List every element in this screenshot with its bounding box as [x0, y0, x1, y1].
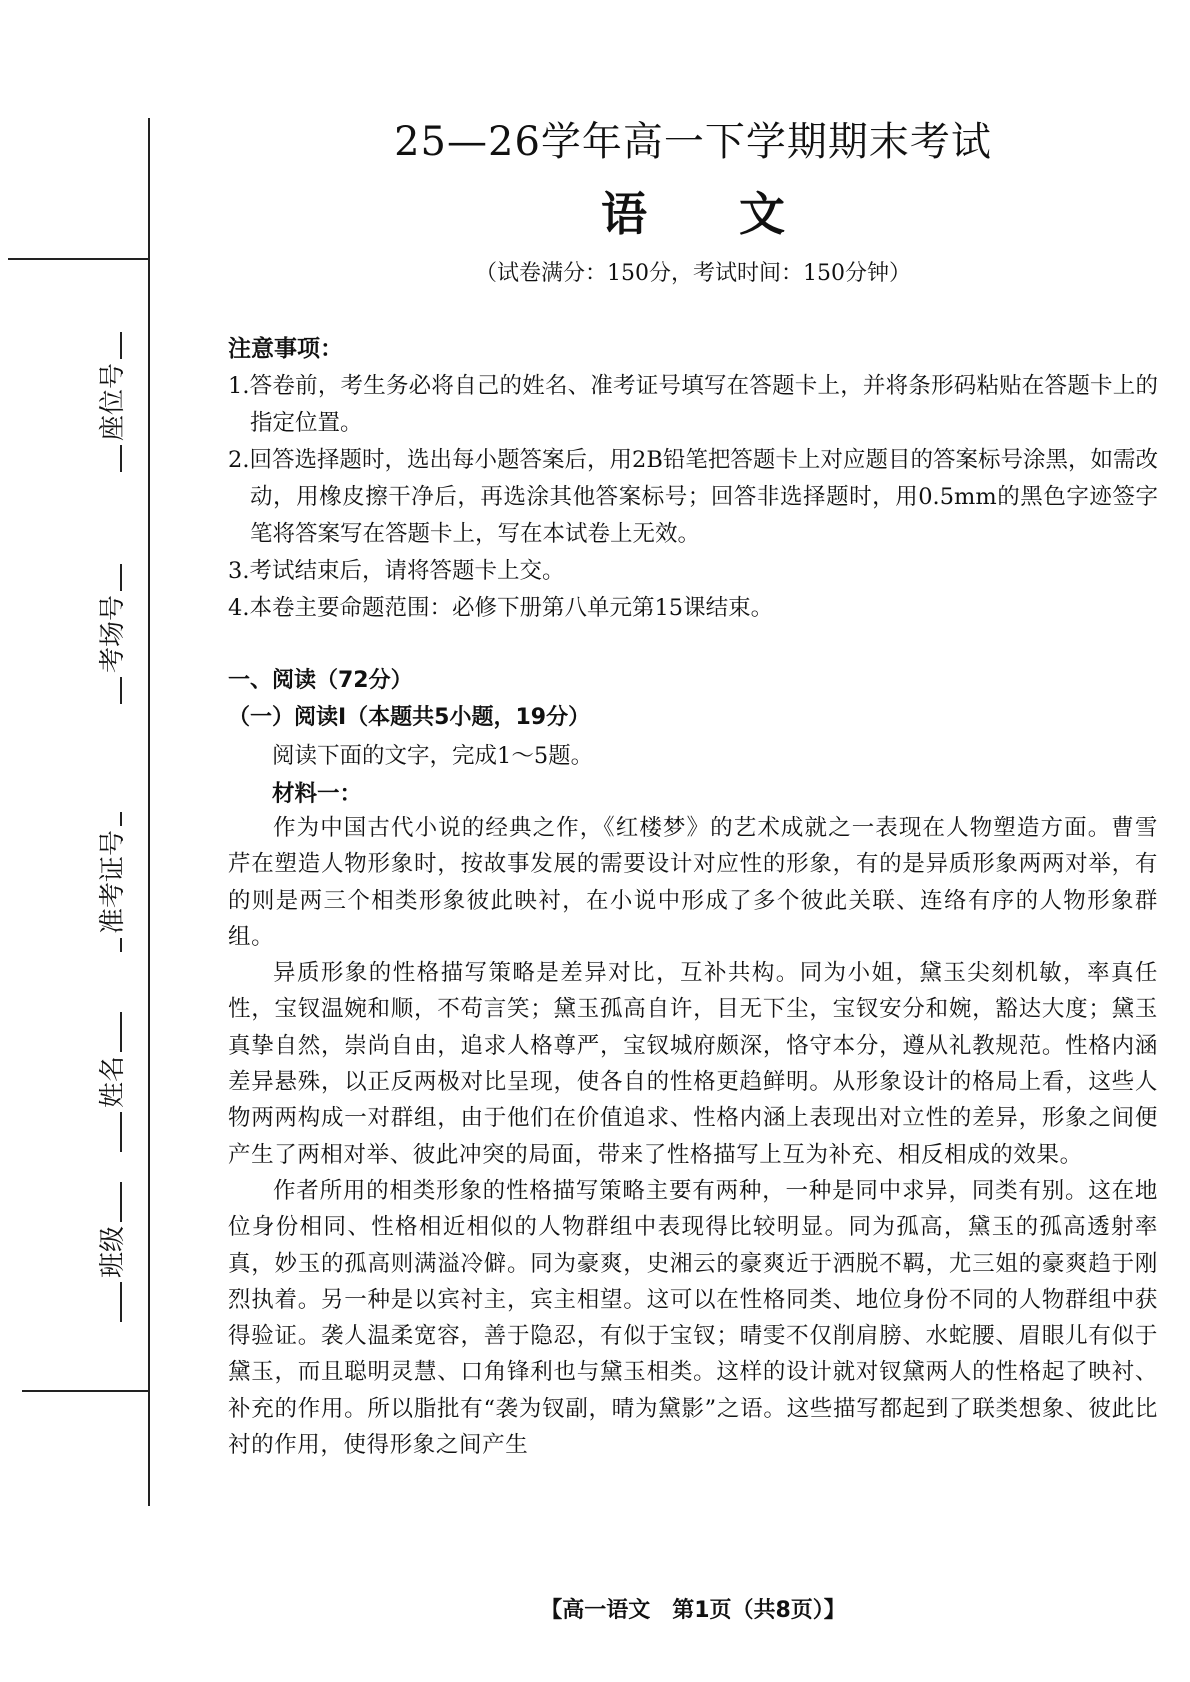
binding-strip: [0, 0, 160, 1682]
exam-room-field: [88, 564, 132, 704]
binding-bottom-line: [22, 1390, 148, 1392]
name-field: [88, 1012, 132, 1152]
paragraph: 作者所用的相类形象的性格描写策略主要有两种，一种是同中求异，同类有别。这在地位身份相同、性格相近相似的人物群组中表现得比较明显。同为孤高，黛玉的孤高透射率真，妙玉的孤高则满溢冷僻。同为豪爽，史湘云的豪爽近于洒脱不羁，尤三姐的豪爽趋于刚烈执着。另一种是以宾衬主，宾主相望。这可以在性格同类、地位身份不同的人物群组中获得验证。袭人温柔宽容，善于隐忍，有似于宝钗；晴雯不仅削肩膀、水蛇腰、眉眼儿有似于黛玉，而且聪明灵慧、口角锋利也与黛玉相类。这样的设计就对钗黛两人的性格起了映衬、补充的作用。所以脂批有“袭为钗副，晴为黛影”之语。这些描写都起到了联类想象、彼此比衬的作用，使得形象之间产生: [228, 1177, 1158, 1459]
paragraph: 作为中国古代小说的经典之作，《红楼梦》的艺术成就之一表现在人物塑造方面。曹雪芹在塑造人物形象时，按故事发展的需要设计对应性的形象，有的是异质形象两两对举，有的则是两三个相类形象彼此映衬，在小说中形成了多个彼此关联、连络有序的人物形象群组。: [228, 815, 1158, 950]
notice-item: 4.本卷主要命题范围：必修下册第八单元第15课结束。: [228, 595, 774, 621]
binding-vertical-line: [148, 118, 150, 1506]
subject-title: 语 文: [601, 187, 785, 241]
seat-number-blank-2: [98, 332, 122, 359]
notice-item: 2.回答选择题时，选出每小题答案后，用2B铅笔把答题卡上对应题目的答案标号涂黑，如需改动，用橡皮擦干净后，再选涂其他答案标号；回答非选择题时，用0.5mm的黑色字迹签字笔将答案写在答题卡上，写在本试卷上无效。: [228, 447, 1158, 547]
notice-heading: 注意事项：: [228, 336, 343, 362]
seat-number-field: [88, 332, 132, 472]
ticket-number-blank-2: [98, 812, 122, 826]
binding-top-line: [8, 258, 148, 260]
seat-number-blank: [98, 445, 122, 472]
class-blank-2: [98, 1182, 122, 1222]
exam-meta: （试卷满分：150分，考试时间：150分钟）: [475, 261, 911, 286]
reading-instruction: 阅读下面的文字，完成1～5题。: [272, 743, 594, 769]
sub-heading: （一）阅读Ⅰ（本题共5小题，19分）: [228, 705, 591, 730]
seat-number-label: 座位号: [97, 362, 128, 441]
exam-room-blank-2: [98, 564, 122, 591]
notice-list: [228, 368, 1158, 627]
material-body: [228, 810, 1158, 1463]
ticket-number-blank: [98, 938, 122, 952]
class-label: 班级: [97, 1225, 128, 1278]
exam-room-label: 考场号: [97, 594, 128, 673]
ticket-number-field: [88, 812, 132, 952]
notice-item: 1.答卷前，考生务必将自己的姓名、准考证号填写在答题卡上，并将条形码粘贴在答题卡上的指定位置。: [228, 373, 1158, 436]
page-footer: 【高一语文 第1页（共8页）】: [540, 1598, 846, 1623]
class-field: [88, 1182, 132, 1322]
ticket-number-label: 准考证号: [97, 829, 128, 934]
name-blank-2: [98, 1012, 122, 1052]
name-label: 姓名: [97, 1055, 128, 1108]
exam-title: 25—26学年高一下学期期末考试: [394, 119, 992, 165]
part-heading: 一、阅读（72分）: [228, 668, 413, 693]
exam-room-blank: [98, 677, 122, 704]
name-blank: [98, 1112, 122, 1152]
material-label: 材料一：: [272, 781, 363, 807]
notice-item: 3.考试结束后，请将答题卡上交。: [228, 558, 565, 584]
class-blank: [98, 1282, 122, 1322]
paragraph: 异质形象的性格描写策略是差异对比，互补共构。同为小姐，黛玉尖刻机敏，率真任性，宝钗温婉和顺，不苟言笑；黛玉孤高自许，目无下尘，宝钗安分和婉，豁达大度；黛玉真挚自然，崇尚自由，追求人格尊严，宝钗城府颇深，恪守本分，遵从礼教规范。性格内涵差异悬殊，以正反两极对比呈现，使各自的性格更趋鲜明。从形象设计的格局上看，这些人物两两构成一对群组，由于他们在价值追求、性格内涵上表现出对立性的差异，形象之间便产生了两相对举、彼此冲突的局面，带来了性格描写上互为补充、相反相成的效果。: [228, 960, 1158, 1168]
